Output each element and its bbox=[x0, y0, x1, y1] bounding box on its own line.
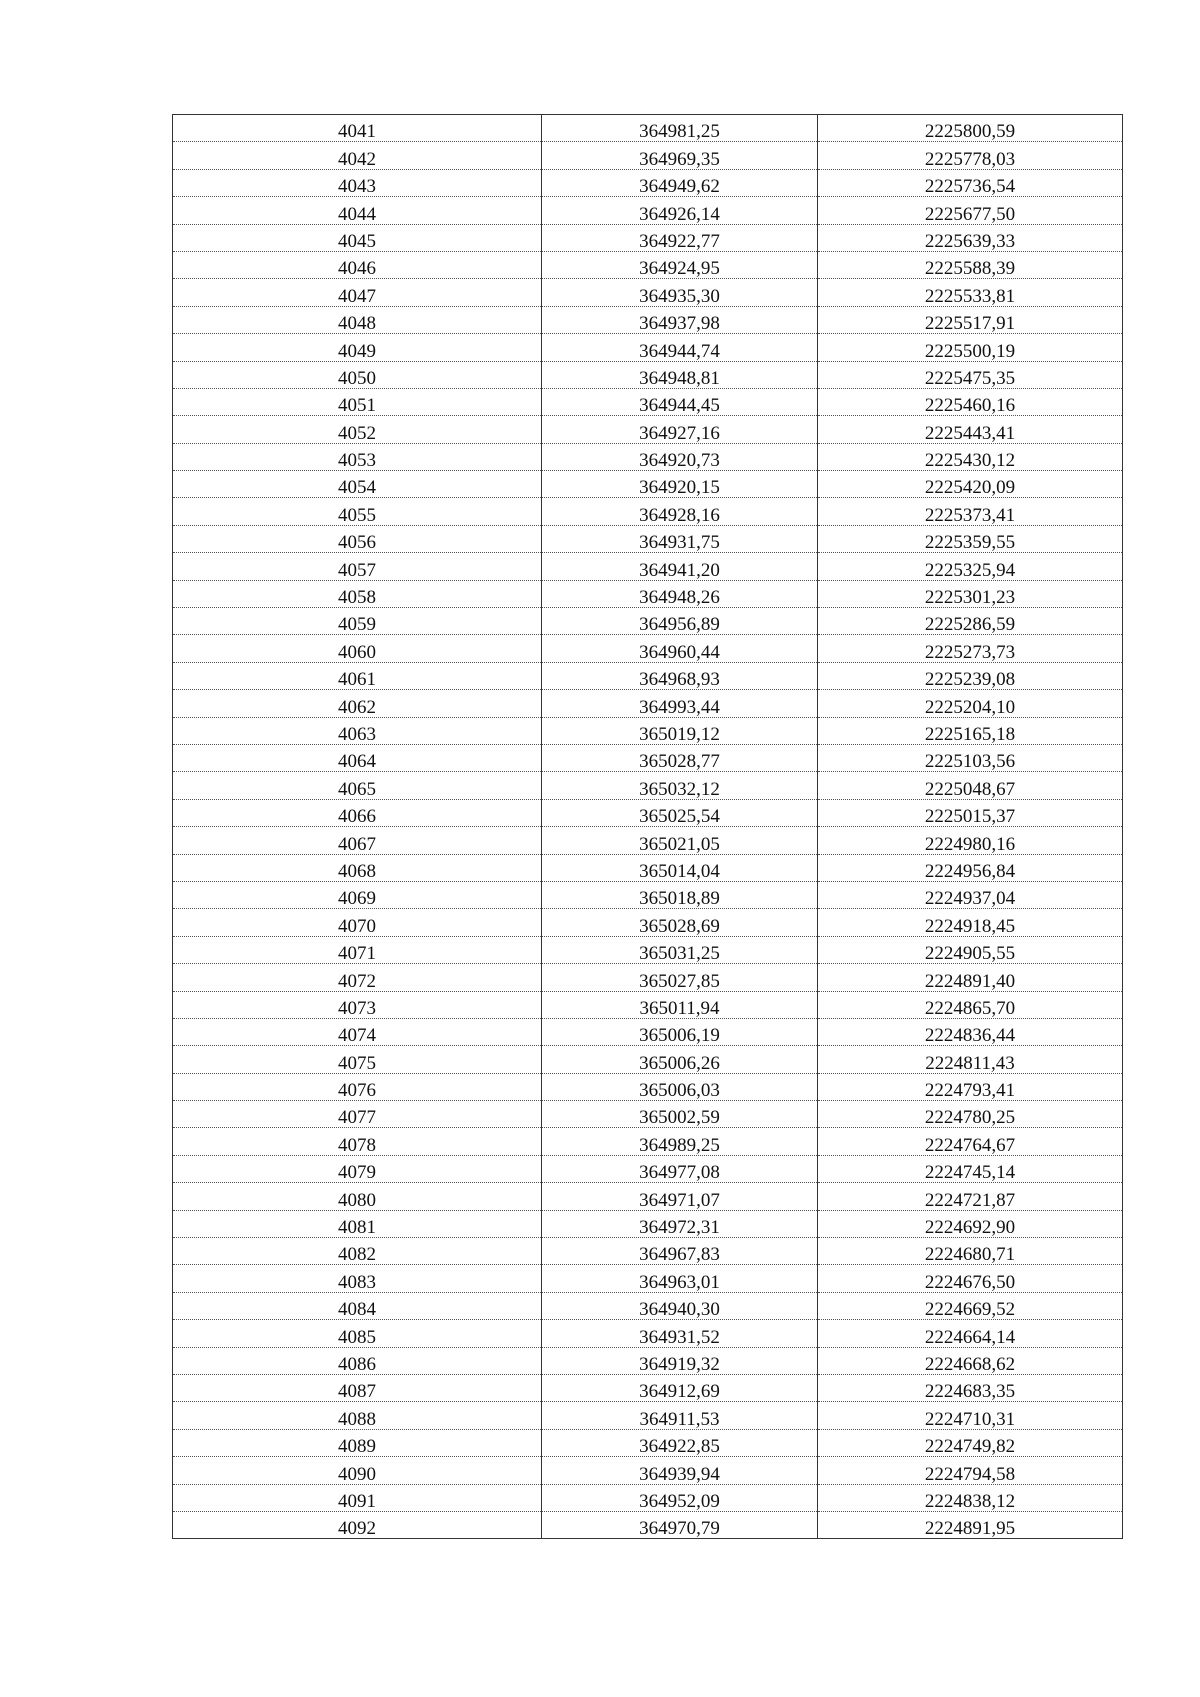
point-number-cell: 4074 bbox=[173, 1018, 542, 1045]
x-coordinate-cell: 364922,77 bbox=[542, 224, 818, 251]
x-coordinate-cell: 364920,73 bbox=[542, 443, 818, 470]
y-coordinate-cell: 2225517,91 bbox=[818, 306, 1123, 333]
table-row bbox=[173, 1402, 1123, 1429]
y-coordinate-cell: 2225460,16 bbox=[818, 388, 1123, 415]
point-number-cell: 4044 bbox=[173, 197, 542, 224]
x-coordinate-cell: 364939,94 bbox=[542, 1457, 818, 1484]
y-coordinate-cell: 2225165,18 bbox=[818, 717, 1123, 744]
point-number-cell: 4059 bbox=[173, 608, 542, 635]
point-number-cell: 4072 bbox=[173, 964, 542, 991]
y-coordinate-cell: 2225800,59 bbox=[818, 115, 1123, 142]
coordinates-table bbox=[172, 114, 1123, 1539]
point-number-cell: 4060 bbox=[173, 635, 542, 662]
table-row bbox=[173, 717, 1123, 744]
table-row bbox=[173, 909, 1123, 936]
y-coordinate-cell: 2224683,35 bbox=[818, 1374, 1123, 1401]
point-number-cell: 4063 bbox=[173, 717, 542, 744]
point-number-cell: 4088 bbox=[173, 1402, 542, 1429]
table-row bbox=[173, 334, 1123, 361]
table-row bbox=[173, 580, 1123, 607]
point-number-cell: 4056 bbox=[173, 525, 542, 552]
table-row bbox=[173, 443, 1123, 470]
y-coordinate-cell: 2224905,55 bbox=[818, 936, 1123, 963]
point-number-cell: 4043 bbox=[173, 169, 542, 196]
x-coordinate-cell: 365014,04 bbox=[542, 854, 818, 881]
table-row bbox=[173, 772, 1123, 799]
point-number-cell: 4076 bbox=[173, 1073, 542, 1100]
table-row bbox=[173, 1046, 1123, 1073]
x-coordinate-cell: 364927,16 bbox=[542, 416, 818, 443]
y-coordinate-cell: 2225475,35 bbox=[818, 361, 1123, 388]
y-coordinate-cell: 2225677,50 bbox=[818, 197, 1123, 224]
x-coordinate-cell: 364993,44 bbox=[542, 690, 818, 717]
point-number-cell: 4092 bbox=[173, 1511, 542, 1538]
point-number-cell: 4070 bbox=[173, 909, 542, 936]
y-coordinate-cell: 2225204,10 bbox=[818, 690, 1123, 717]
point-number-cell: 4047 bbox=[173, 279, 542, 306]
point-number-cell: 4075 bbox=[173, 1046, 542, 1073]
y-coordinate-cell: 2224669,52 bbox=[818, 1292, 1123, 1319]
x-coordinate-cell: 364941,20 bbox=[542, 553, 818, 580]
point-number-cell: 4053 bbox=[173, 443, 542, 470]
y-coordinate-cell: 2224891,40 bbox=[818, 964, 1123, 991]
x-coordinate-cell: 364952,09 bbox=[542, 1484, 818, 1511]
table-row bbox=[173, 1484, 1123, 1511]
table-row bbox=[173, 608, 1123, 635]
table-row bbox=[173, 1511, 1123, 1538]
y-coordinate-cell: 2224745,14 bbox=[818, 1155, 1123, 1182]
y-coordinate-cell: 2224980,16 bbox=[818, 827, 1123, 854]
point-number-cell: 4069 bbox=[173, 881, 542, 908]
table-row bbox=[173, 388, 1123, 415]
y-coordinate-cell: 2224721,87 bbox=[818, 1183, 1123, 1210]
point-number-cell: 4090 bbox=[173, 1457, 542, 1484]
point-number-cell: 4042 bbox=[173, 142, 542, 169]
table-row bbox=[173, 635, 1123, 662]
x-coordinate-cell: 364956,89 bbox=[542, 608, 818, 635]
table-row bbox=[173, 1210, 1123, 1237]
y-coordinate-cell: 2224692,90 bbox=[818, 1210, 1123, 1237]
point-number-cell: 4091 bbox=[173, 1484, 542, 1511]
table-row bbox=[173, 142, 1123, 169]
x-coordinate-cell: 364935,30 bbox=[542, 279, 818, 306]
y-coordinate-cell: 2225430,12 bbox=[818, 443, 1123, 470]
y-coordinate-cell: 2224780,25 bbox=[818, 1101, 1123, 1128]
y-coordinate-cell: 2224793,41 bbox=[818, 1073, 1123, 1100]
x-coordinate-cell: 364949,62 bbox=[542, 169, 818, 196]
x-coordinate-cell: 364931,75 bbox=[542, 525, 818, 552]
y-coordinate-cell: 2225325,94 bbox=[818, 553, 1123, 580]
x-coordinate-cell: 364969,35 bbox=[542, 142, 818, 169]
table-row bbox=[173, 1292, 1123, 1319]
x-coordinate-cell: 364911,53 bbox=[542, 1402, 818, 1429]
y-coordinate-cell: 2224836,44 bbox=[818, 1018, 1123, 1045]
x-coordinate-cell: 364931,52 bbox=[542, 1320, 818, 1347]
y-coordinate-cell: 2224749,82 bbox=[818, 1429, 1123, 1456]
point-number-cell: 4067 bbox=[173, 827, 542, 854]
table-row bbox=[173, 1073, 1123, 1100]
y-coordinate-cell: 2224891,95 bbox=[818, 1511, 1123, 1538]
y-coordinate-cell: 2225736,54 bbox=[818, 169, 1123, 196]
y-coordinate-cell: 2225588,39 bbox=[818, 251, 1123, 278]
point-number-cell: 4089 bbox=[173, 1429, 542, 1456]
y-coordinate-cell: 2224838,12 bbox=[818, 1484, 1123, 1511]
point-number-cell: 4052 bbox=[173, 416, 542, 443]
y-coordinate-cell: 2224918,45 bbox=[818, 909, 1123, 936]
x-coordinate-cell: 364940,30 bbox=[542, 1292, 818, 1319]
x-coordinate-cell: 365021,05 bbox=[542, 827, 818, 854]
table-row bbox=[173, 1457, 1123, 1484]
x-coordinate-cell: 364960,44 bbox=[542, 635, 818, 662]
point-number-cell: 4079 bbox=[173, 1155, 542, 1182]
y-coordinate-cell: 2225639,33 bbox=[818, 224, 1123, 251]
table-row bbox=[173, 1128, 1123, 1155]
x-coordinate-cell: 365031,25 bbox=[542, 936, 818, 963]
y-coordinate-cell: 2225420,09 bbox=[818, 471, 1123, 498]
y-coordinate-cell: 2225500,19 bbox=[818, 334, 1123, 361]
table-row bbox=[173, 1018, 1123, 1045]
table-row bbox=[173, 416, 1123, 443]
table-row bbox=[173, 1429, 1123, 1456]
y-coordinate-cell: 2225015,37 bbox=[818, 799, 1123, 826]
table-row bbox=[173, 1183, 1123, 1210]
table-row bbox=[173, 1374, 1123, 1401]
y-coordinate-cell: 2225103,56 bbox=[818, 744, 1123, 771]
point-number-cell: 4058 bbox=[173, 580, 542, 607]
x-coordinate-cell: 365028,69 bbox=[542, 909, 818, 936]
table-row bbox=[173, 964, 1123, 991]
x-coordinate-cell: 365006,03 bbox=[542, 1073, 818, 1100]
y-coordinate-cell: 2225373,41 bbox=[818, 498, 1123, 525]
point-number-cell: 4081 bbox=[173, 1210, 542, 1237]
point-number-cell: 4048 bbox=[173, 306, 542, 333]
table-row bbox=[173, 525, 1123, 552]
y-coordinate-cell: 2224811,43 bbox=[818, 1046, 1123, 1073]
y-coordinate-cell: 2224794,58 bbox=[818, 1457, 1123, 1484]
x-coordinate-cell: 364926,14 bbox=[542, 197, 818, 224]
point-number-cell: 4062 bbox=[173, 690, 542, 717]
point-number-cell: 4057 bbox=[173, 553, 542, 580]
point-number-cell: 4049 bbox=[173, 334, 542, 361]
y-coordinate-cell: 2224664,14 bbox=[818, 1320, 1123, 1347]
y-coordinate-cell: 2225273,73 bbox=[818, 635, 1123, 662]
x-coordinate-cell: 364948,26 bbox=[542, 580, 818, 607]
point-number-cell: 4065 bbox=[173, 772, 542, 799]
table-row bbox=[173, 498, 1123, 525]
y-coordinate-cell: 2225443,41 bbox=[818, 416, 1123, 443]
x-coordinate-cell: 364920,15 bbox=[542, 471, 818, 498]
table-row bbox=[173, 306, 1123, 333]
table-row bbox=[173, 169, 1123, 196]
y-coordinate-cell: 2224937,04 bbox=[818, 881, 1123, 908]
x-coordinate-cell: 364919,32 bbox=[542, 1347, 818, 1374]
x-coordinate-cell: 364912,69 bbox=[542, 1374, 818, 1401]
y-coordinate-cell: 2224676,50 bbox=[818, 1265, 1123, 1292]
x-coordinate-cell: 364989,25 bbox=[542, 1128, 818, 1155]
x-coordinate-cell: 364948,81 bbox=[542, 361, 818, 388]
x-coordinate-cell: 365018,89 bbox=[542, 881, 818, 908]
point-number-cell: 4086 bbox=[173, 1347, 542, 1374]
table-row bbox=[173, 744, 1123, 771]
x-coordinate-cell: 365025,54 bbox=[542, 799, 818, 826]
table-row bbox=[173, 827, 1123, 854]
x-coordinate-cell: 364972,31 bbox=[542, 1210, 818, 1237]
table-row bbox=[173, 799, 1123, 826]
y-coordinate-cell: 2224956,84 bbox=[818, 854, 1123, 881]
x-coordinate-cell: 365006,26 bbox=[542, 1046, 818, 1073]
x-coordinate-cell: 365028,77 bbox=[542, 744, 818, 771]
point-number-cell: 4071 bbox=[173, 936, 542, 963]
point-number-cell: 4068 bbox=[173, 854, 542, 881]
table-row bbox=[173, 553, 1123, 580]
x-coordinate-cell: 365006,19 bbox=[542, 1018, 818, 1045]
y-coordinate-cell: 2225301,23 bbox=[818, 580, 1123, 607]
table-row bbox=[173, 1238, 1123, 1265]
table-row bbox=[173, 936, 1123, 963]
table-row bbox=[173, 690, 1123, 717]
table-row bbox=[173, 1265, 1123, 1292]
point-number-cell: 4084 bbox=[173, 1292, 542, 1319]
x-coordinate-cell: 364944,45 bbox=[542, 388, 818, 415]
y-coordinate-cell: 2224865,70 bbox=[818, 991, 1123, 1018]
point-number-cell: 4078 bbox=[173, 1128, 542, 1155]
x-coordinate-cell: 365011,94 bbox=[542, 991, 818, 1018]
x-coordinate-cell: 365002,59 bbox=[542, 1101, 818, 1128]
table-row bbox=[173, 991, 1123, 1018]
x-coordinate-cell: 364971,07 bbox=[542, 1183, 818, 1210]
y-coordinate-cell: 2224680,71 bbox=[818, 1238, 1123, 1265]
x-coordinate-cell: 364922,85 bbox=[542, 1429, 818, 1456]
point-number-cell: 4077 bbox=[173, 1101, 542, 1128]
x-coordinate-cell: 364944,74 bbox=[542, 334, 818, 361]
table-row bbox=[173, 251, 1123, 278]
table-row bbox=[173, 854, 1123, 881]
point-number-cell: 4082 bbox=[173, 1238, 542, 1265]
point-number-cell: 4085 bbox=[173, 1320, 542, 1347]
x-coordinate-cell: 364977,08 bbox=[542, 1155, 818, 1182]
x-coordinate-cell: 364924,95 bbox=[542, 251, 818, 278]
table-row bbox=[173, 1155, 1123, 1182]
x-coordinate-cell: 365032,12 bbox=[542, 772, 818, 799]
x-coordinate-cell: 364928,16 bbox=[542, 498, 818, 525]
table-row bbox=[173, 1347, 1123, 1374]
table-row bbox=[173, 1101, 1123, 1128]
x-coordinate-cell: 364963,01 bbox=[542, 1265, 818, 1292]
x-coordinate-cell: 365027,85 bbox=[542, 964, 818, 991]
point-number-cell: 4073 bbox=[173, 991, 542, 1018]
x-coordinate-cell: 364968,93 bbox=[542, 662, 818, 689]
table-row bbox=[173, 115, 1123, 142]
table-row bbox=[173, 471, 1123, 498]
point-number-cell: 4041 bbox=[173, 115, 542, 142]
table-row bbox=[173, 662, 1123, 689]
y-coordinate-cell: 2225533,81 bbox=[818, 279, 1123, 306]
y-coordinate-cell: 2224668,62 bbox=[818, 1347, 1123, 1374]
table-row bbox=[173, 1320, 1123, 1347]
y-coordinate-cell: 2225239,08 bbox=[818, 662, 1123, 689]
point-number-cell: 4083 bbox=[173, 1265, 542, 1292]
point-number-cell: 4046 bbox=[173, 251, 542, 278]
coordinates-table-body bbox=[173, 115, 1123, 1539]
point-number-cell: 4054 bbox=[173, 471, 542, 498]
table-row bbox=[173, 279, 1123, 306]
point-number-cell: 4064 bbox=[173, 744, 542, 771]
y-coordinate-cell: 2224710,31 bbox=[818, 1402, 1123, 1429]
y-coordinate-cell: 2225359,55 bbox=[818, 525, 1123, 552]
x-coordinate-cell: 364970,79 bbox=[542, 1511, 818, 1538]
x-coordinate-cell: 364981,25 bbox=[542, 115, 818, 142]
y-coordinate-cell: 2225778,03 bbox=[818, 142, 1123, 169]
point-number-cell: 4066 bbox=[173, 799, 542, 826]
point-number-cell: 4087 bbox=[173, 1374, 542, 1401]
point-number-cell: 4080 bbox=[173, 1183, 542, 1210]
x-coordinate-cell: 365019,12 bbox=[542, 717, 818, 744]
point-number-cell: 4050 bbox=[173, 361, 542, 388]
table-row bbox=[173, 224, 1123, 251]
point-number-cell: 4045 bbox=[173, 224, 542, 251]
y-coordinate-cell: 2225286,59 bbox=[818, 608, 1123, 635]
table-row bbox=[173, 881, 1123, 908]
y-coordinate-cell: 2225048,67 bbox=[818, 772, 1123, 799]
x-coordinate-cell: 364967,83 bbox=[542, 1238, 818, 1265]
point-number-cell: 4061 bbox=[173, 662, 542, 689]
point-number-cell: 4055 bbox=[173, 498, 542, 525]
table-row bbox=[173, 197, 1123, 224]
y-coordinate-cell: 2224764,67 bbox=[818, 1128, 1123, 1155]
point-number-cell: 4051 bbox=[173, 388, 542, 415]
table-row bbox=[173, 361, 1123, 388]
x-coordinate-cell: 364937,98 bbox=[542, 306, 818, 333]
